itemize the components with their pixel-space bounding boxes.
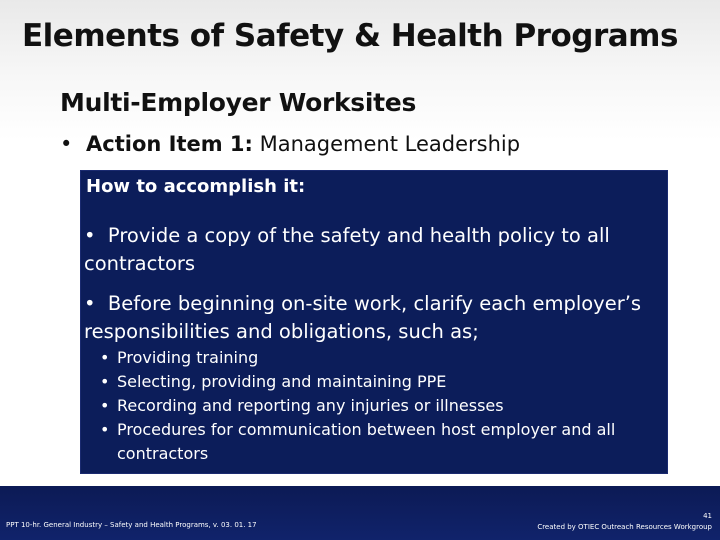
bullet-text: Provide a copy of the safety and health policy to all	[107, 224, 610, 247]
sub-bullet-text: Recording and reporting any injuries or illnesses	[117, 396, 504, 415]
sub-bullet-text: Selecting, providing and maintaining PPE	[117, 372, 447, 391]
footer-credit: Created by OTIEC Outreach Resources Workgroup	[537, 523, 712, 531]
action-item-label: Action Item 1:	[86, 132, 253, 156]
sub-bullet-item	[100, 346, 665, 370]
bullet-item	[84, 290, 664, 346]
bullet-marker: •	[84, 292, 96, 315]
bullet-marker: •	[60, 132, 73, 156]
sub-bullet-text: Providing training	[117, 348, 259, 367]
action-item-line	[60, 132, 520, 156]
bullet-item	[84, 222, 664, 278]
bullet-marker: •	[100, 396, 110, 415]
sub-bullet-text: contractors	[117, 444, 209, 463]
slide-title: Elements of Safety & Health Programs	[22, 18, 678, 54]
bullet-marker: •	[100, 348, 110, 367]
slide-subtitle: Multi-Employer Worksites	[60, 88, 417, 117]
bullet-marker: •	[100, 372, 110, 391]
sub-bullet-item	[100, 394, 665, 418]
sub-bullet-item	[100, 370, 665, 394]
bullet-line	[84, 250, 664, 278]
footer-bar	[0, 486, 720, 540]
bullet-line	[84, 318, 664, 346]
bullet-line	[84, 222, 664, 250]
bullet-text: contractors	[84, 252, 196, 275]
sub-bullet-continuation	[100, 442, 665, 466]
sub-bullet-text: Procedures for communication between host employer and all	[117, 420, 616, 439]
sub-bullet-item	[100, 418, 665, 442]
footer-course-info: PPT 10-hr. General Industry – Safety and Health Programs, v. 03. 01. 17	[6, 521, 257, 529]
page-number: 41	[703, 512, 712, 520]
bullet-marker: •	[100, 420, 110, 439]
bullet-text: Before beginning on-site work, clarify each employer’s	[107, 292, 642, 315]
bullet-line	[84, 290, 664, 318]
bullet-text: responsibilities and obligations, such as;	[84, 320, 479, 343]
action-item-text: Management Leadership	[259, 132, 521, 156]
box-heading: How to accomplish it:	[86, 176, 306, 197]
bullet-marker: •	[84, 224, 96, 247]
